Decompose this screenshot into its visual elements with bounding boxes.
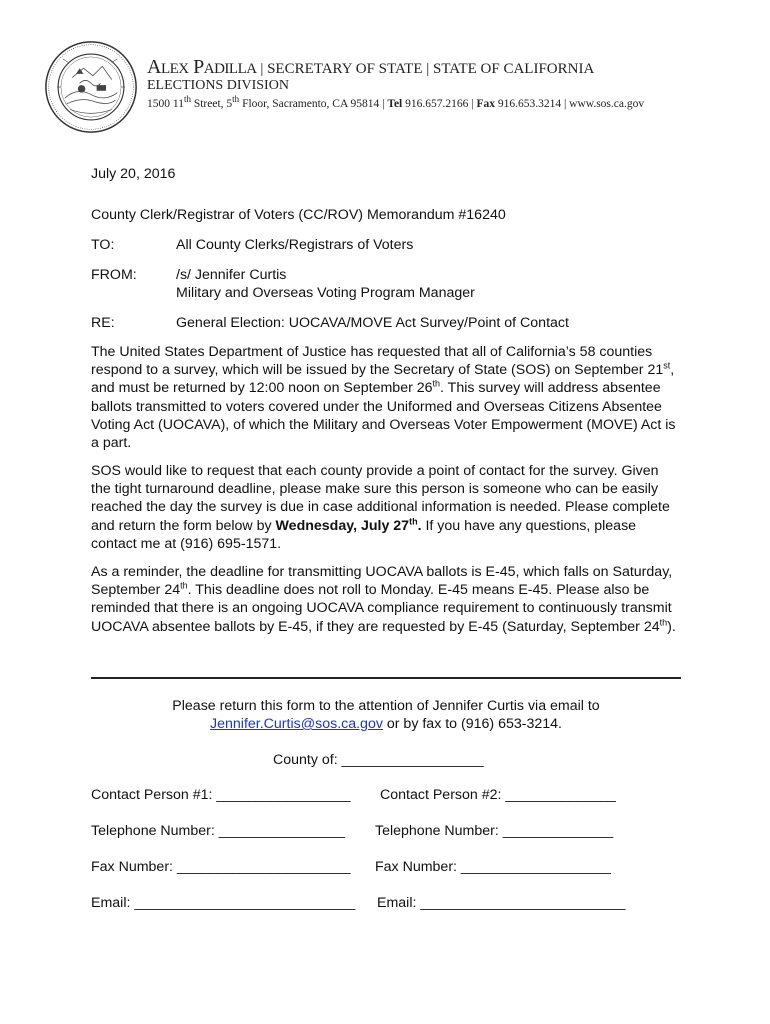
re-value: General Election: UOCAVA/MOVE Act Survey/Point of Contact	[176, 315, 569, 331]
secretary-name: ALEX PADILLA	[147, 56, 257, 78]
to-value: All County Clerks/Registrars of Voters	[176, 237, 414, 253]
telephone-2-field[interactable]: Telephone Number: ______________	[375, 823, 614, 839]
email-link[interactable]: Jennifer.Curtis@sos.ca.gov	[210, 716, 383, 732]
email-1-field[interactable]: Email: ____________________________	[91, 895, 356, 911]
from-signature: /s/ Jennifer Curtis	[176, 267, 287, 283]
california-seal-icon	[44, 40, 138, 134]
contact-person-2-field[interactable]: Contact Person #2: ______________	[380, 787, 616, 803]
division-name: ELECTIONS DIVISION	[147, 78, 289, 93]
letterhead-address: 1500 11th Street, 5th Floor, Sacramento, CA 95814 | Tel 916.657.2166 | Fax 916.653.3214 | www.sos.ca.gov	[147, 94, 645, 110]
letterhead-titles: | SECRETARY OF STATE | STATE OF CALIFORNIA	[260, 61, 595, 77]
re-label: RE:	[91, 315, 115, 331]
fax-1-field[interactable]: Fax Number: ______________________	[91, 859, 351, 875]
form-instruction-line2: Jennifer.Curtis@sos.ca.gov or by fax to (916) 653-3214.	[210, 716, 562, 732]
from-title: Military and Overseas Voting Program Manager	[176, 285, 475, 301]
contact-person-1-field[interactable]: Contact Person #1: _________________	[91, 787, 351, 803]
telephone-1-field[interactable]: Telephone Number: ________________	[91, 823, 346, 839]
paragraph-point-of-contact: SOS would like to request that each county provide a point of contact for the survey. Given the tight turnaround deadline, please make sure this person is someone who can be easily reached the day the survey is due in case additional information is needed. Please complete and return the form below by Wednesday, July 27th. If you have any questions, please contact me at (916) 695-1571.	[91, 463, 670, 552]
memo-date: July 20, 2016	[91, 166, 176, 182]
deadline-bold: Wednesday, July 27th.	[275, 515, 422, 534]
county-field[interactable]: County of: __________________	[273, 752, 484, 768]
from-label: FROM:	[91, 267, 137, 283]
letterhead-title-line	[147, 58, 644, 78]
fax-2-field[interactable]: Fax Number: ___________________	[375, 859, 611, 875]
memo-title: County Clerk/Registrar of Voters (CC/ROV) Memorandum #16240	[91, 207, 506, 223]
paragraph-reminder: As a reminder, the deadline for transmitting UOCAVA ballots is E-45, which falls on Saturday, September 24th. This deadline does not roll to Monday. E-45 means E-45. Please also be reminded that there is an ongoing UOCAVA compliance requirement to continuously transmit UOCAVA absentee ballots by E-45, if they are requested by E-45 (Saturday, September 24th).	[91, 564, 676, 635]
letterhead	[147, 58, 644, 112]
section-divider	[91, 677, 681, 679]
form-instruction-line1: Please return this form to the attention of Jennifer Curtis via email to	[172, 698, 600, 714]
paragraph-survey: The United States Department of Justice has requested that all of California’s 58 counties respond to a survey, which will be issued by the Secretary of State (SOS) on September 21st, and must be returned by 12:00 noon on September 26th. This survey will address absentee ballots transmitted to voters covered under the Uniformed and Overseas Citizens Absentee Voting Act (UOCAVA), of which the Military and Overseas Voter Empowerment (MOVE) Act is a part.	[91, 344, 676, 452]
to-label: TO:	[91, 237, 115, 253]
email-2-field[interactable]: Email: __________________________	[377, 895, 626, 911]
